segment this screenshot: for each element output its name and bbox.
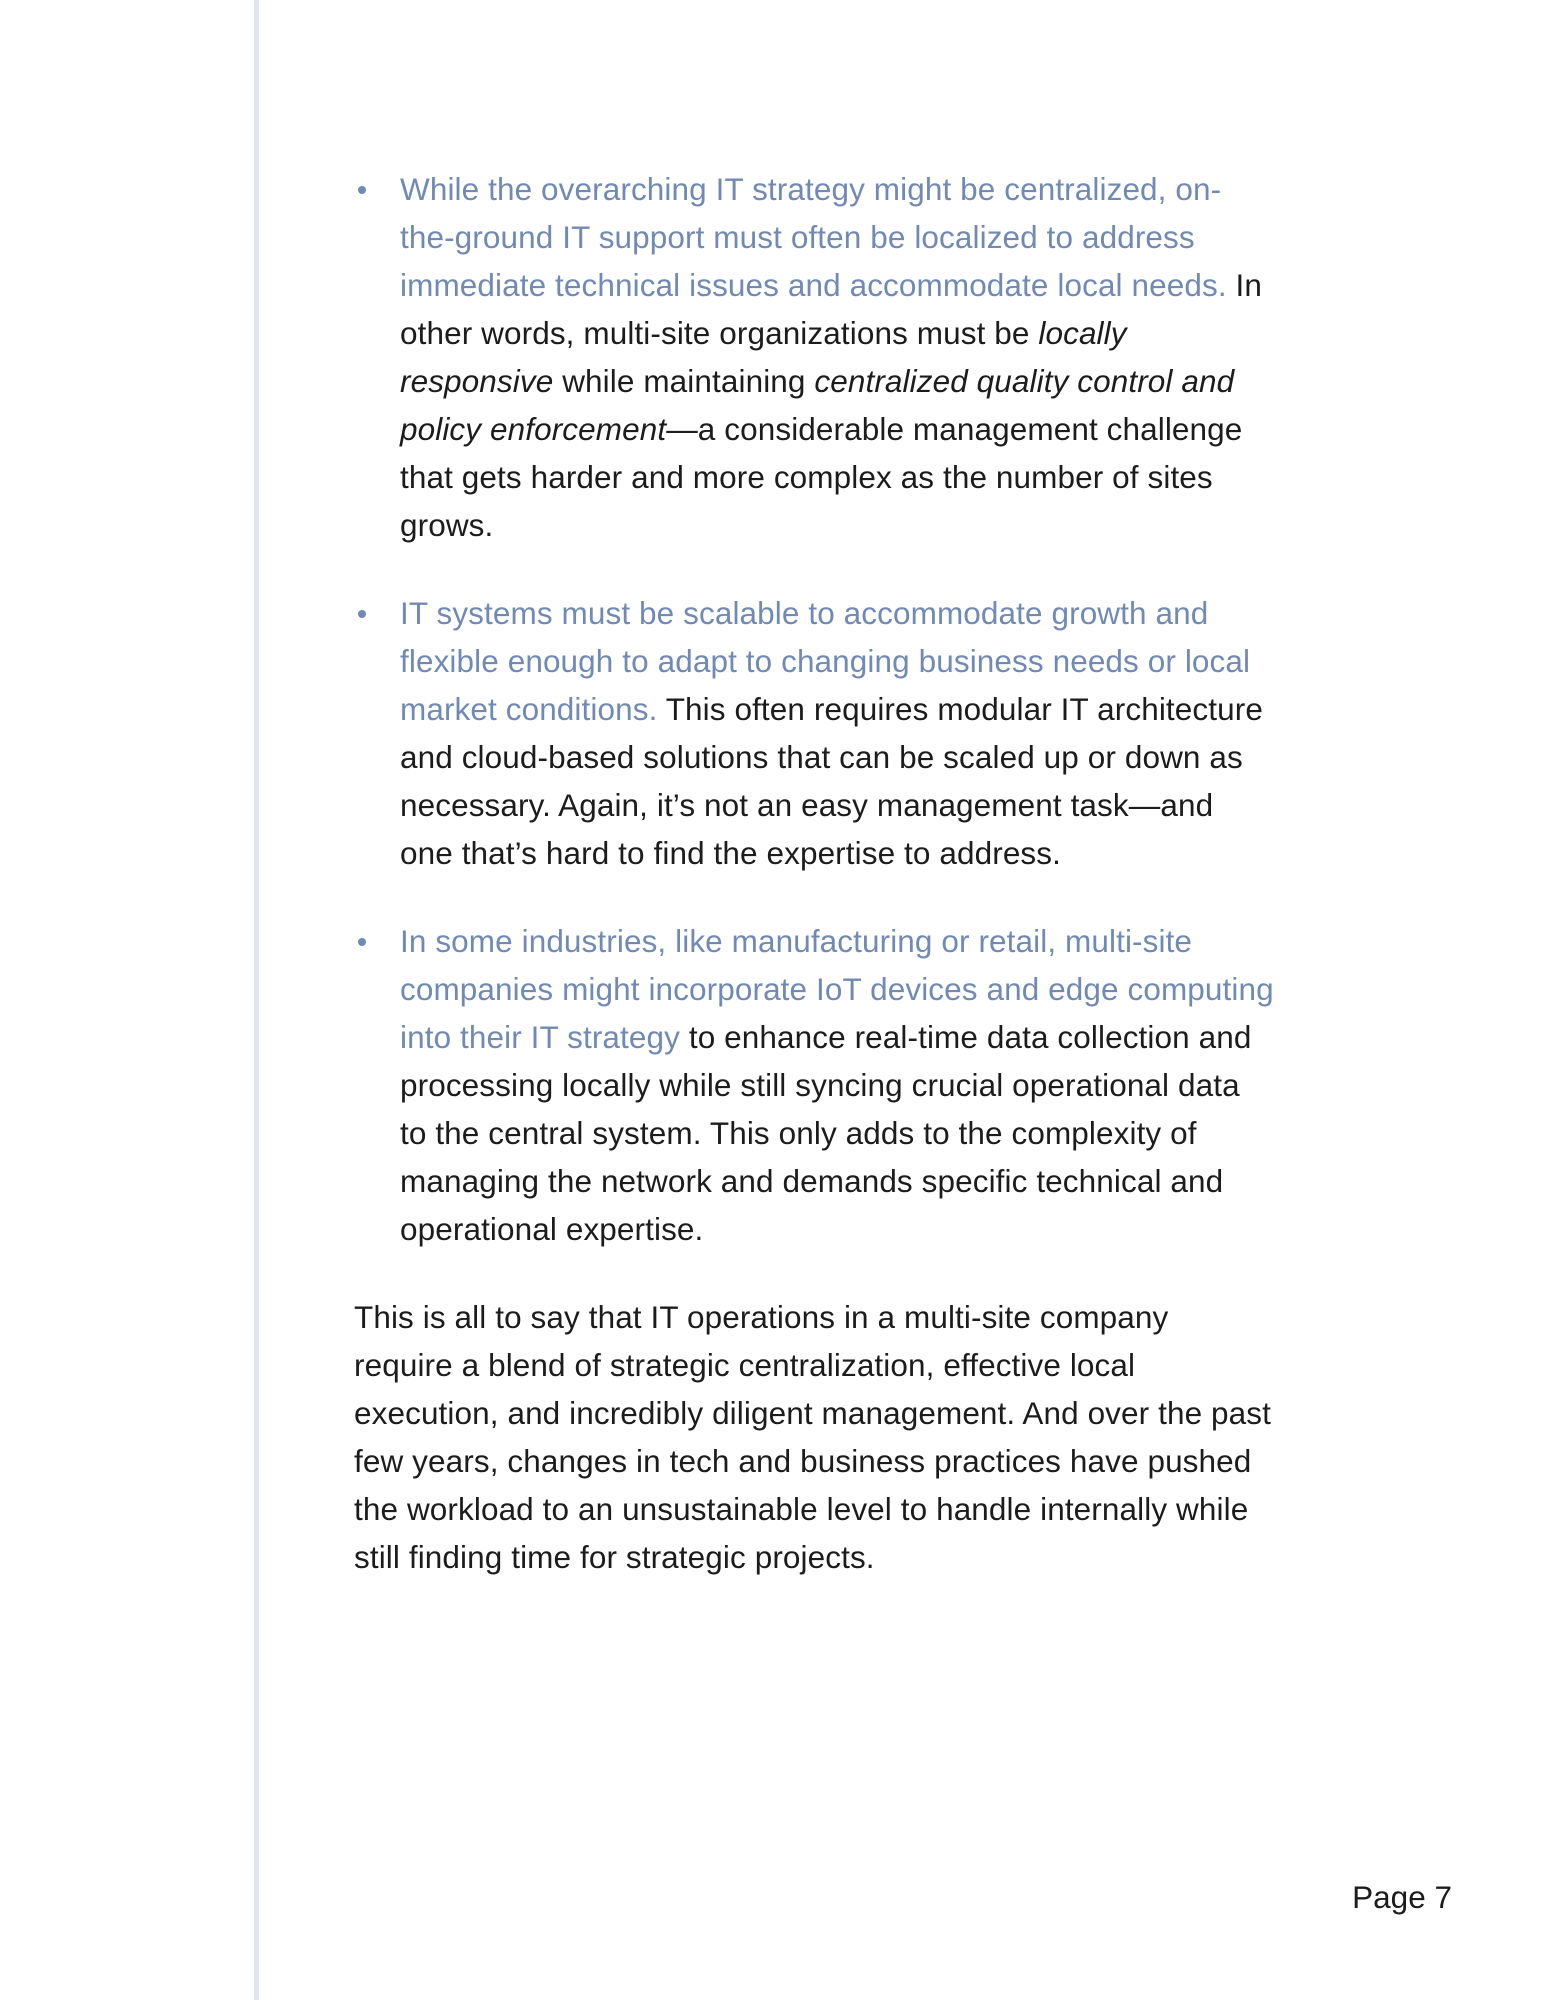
highlighted-text: In some industries, like manufacturing or retail, multi-site companies might incorporate IoT devices and edge computing into their IT strategy	[400, 923, 1274, 1055]
italic-text: centralized quality control and policy enforcement	[400, 363, 1235, 447]
bullet-icon	[358, 610, 366, 618]
margin-rule	[254, 0, 259, 2000]
closing-paragraph: This is all to say that IT operations in a multi-site company require a blend of strategic centralization, effective local execution, and incredibly diligent management. And over the past few years, changes in tech and business practices have pushed the workload to an unsustainable level to handle internally while still finding time for strategic projects.	[354, 1299, 1271, 1575]
page-number: Page 7	[1352, 1879, 1452, 1915]
list-item	[354, 917, 1274, 1253]
list-item	[354, 589, 1274, 877]
italic-text: locally responsive	[400, 315, 1127, 399]
highlighted-text: While the overarching IT strategy might be centralized, on-the-ground IT support must often be localized to address immediate technical issues and accommodate local needs.	[400, 171, 1227, 303]
body-text: In other words, multi-site organizations must be	[400, 267, 1263, 351]
body-text: to enhance real-time data collection and processing locally while still syncing crucial operational data to the central system. This only adds to the complexity of managing the network and demands specific technical and operational expertise.	[400, 1019, 1252, 1247]
body-text: while maintaining	[553, 363, 815, 399]
body-text: —a considerable management challenge that gets harder and more complex as the number of sites grows.	[400, 411, 1243, 543]
bullet-icon	[358, 938, 366, 946]
page-content	[354, 165, 1274, 1581]
bullet-list	[354, 165, 1274, 1253]
list-item	[354, 165, 1274, 549]
bullet-icon	[358, 186, 366, 194]
body-text: This often requires modular IT architecture and cloud-based solutions that can be scaled up or down as necessary. Again, it’s not an easy management task—and one that’s hard to find the expertise to address.	[400, 691, 1263, 871]
highlighted-text: IT systems must be scalable to accommodate growth and flexible enough to adapt to changing business needs or local market conditions.	[400, 595, 1251, 727]
